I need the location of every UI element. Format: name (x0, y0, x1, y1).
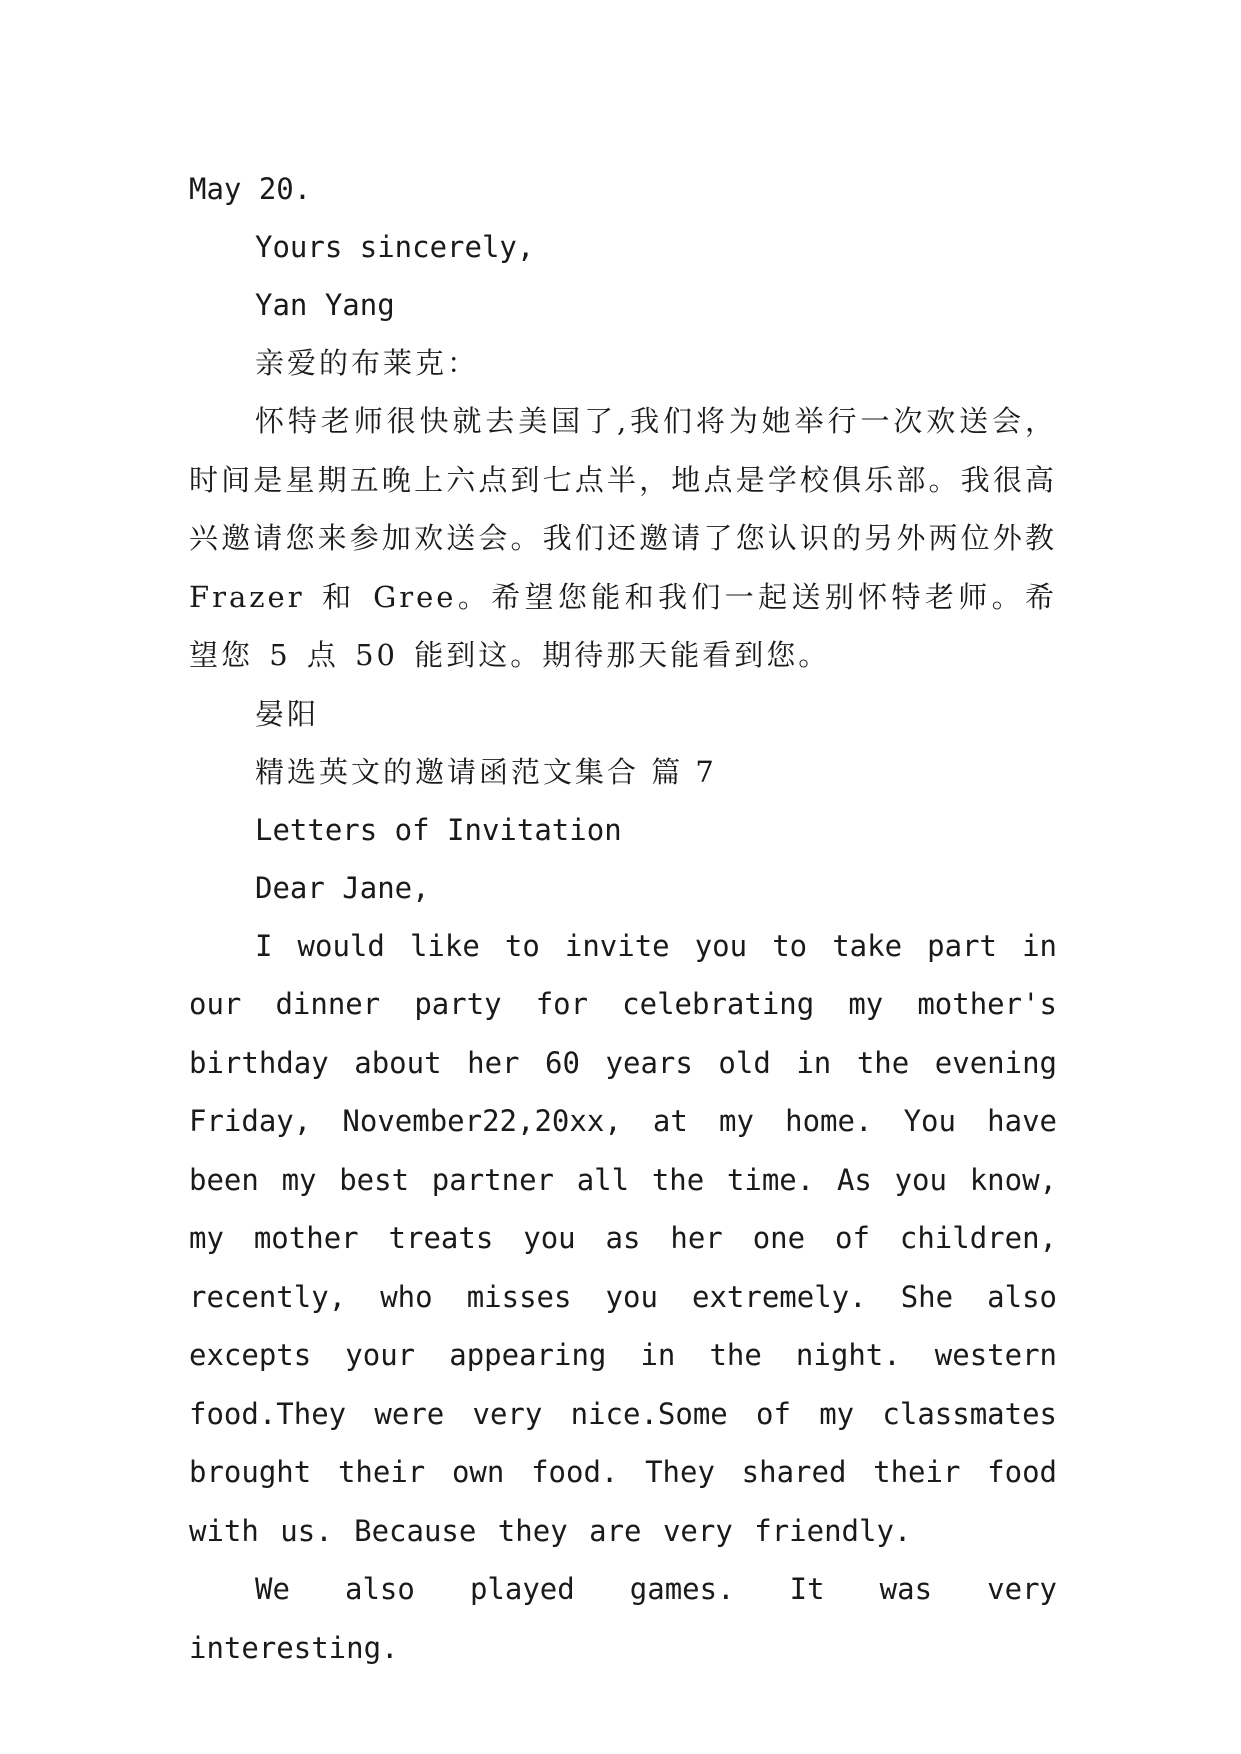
body-paragraph-english-2: We also played games. It was very interesting. (189, 1572, 1057, 1665)
body-paragraph-chinese: 怀特老师很快就去美国了,我们将为她举行一次欢送会，时间是星期五晚上六点到七点半，地点是学校俱乐部。我很高兴邀请您来参加欢送会。我们还邀请了您认识的另外两位外教 Frazer 和 Gree。希望您能和我们一起送别怀特老师。希望您 5 点 50 能到这。期待那天能看到您。 (189, 404, 1057, 672)
body-paragraph-english-1: I would like to invite you to take part in our dinner party for celebrating my mother's birthday about her 60 years old in the evening Friday, November22,20xx, at my home. You have been my best partner all the time. As you know, my mother treats you as her one of children, recently, who misses you extremely. She also excepts your appearing in the night. western food.They were very nice.Some of my classmates brought their own food. They shared their food with us. Because they are very friendly. (189, 928, 1057, 1548)
salutation-english: Dear Jane, (255, 870, 430, 905)
letter-title: Letters of Invitation (255, 812, 622, 847)
signature-english: Yan Yang (255, 288, 395, 322)
document-page (189, 160, 1057, 1677)
date-line: May 20. (189, 172, 312, 206)
section-heading: 精选英文的邀请函范文集合 篇 7 (255, 754, 717, 789)
signature-chinese: 晏阳 (255, 696, 320, 731)
salutation-chinese: 亲爱的布莱克： (255, 346, 480, 380)
letter-closing: Yours sincerely, (255, 230, 535, 264)
